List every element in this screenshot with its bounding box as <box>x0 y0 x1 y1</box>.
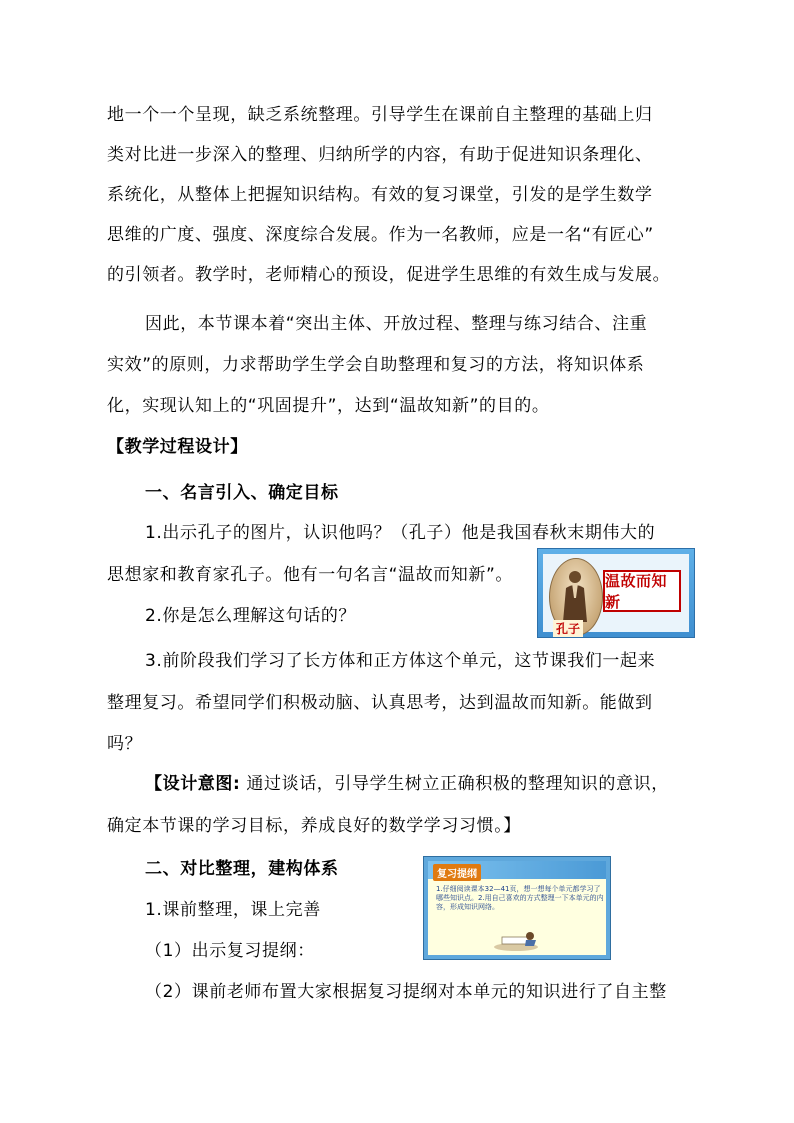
part2-heading: 二、对比整理，建构体系 <box>145 859 339 879</box>
paragraph-line: 类对比进一步深入的整理、归纳所学的内容，有助于促进知识条理化、 <box>107 145 653 165</box>
part1-line: 整理复习。希望同学们积极动脑、认真思考，达到温故而知新。能做到 <box>107 693 653 713</box>
confucius-name: 孔子 <box>553 620 583 637</box>
slide-panel <box>543 554 689 636</box>
slide-title-box <box>603 570 681 612</box>
paragraph-line: 化，实现认知上的“巩固提升”，达到“温故知新”的目的。 <box>107 396 550 416</box>
paragraph-line: 因此，本节课本着“突出主体、开放过程、整理与练习结合、注重 <box>145 314 648 334</box>
part1-line: 思想家和教育家孔子。他有一句名言“温故而知新”。 <box>107 565 514 585</box>
part1-line: 2.你是怎么理解这句话的？ <box>145 606 357 626</box>
paragraph-line: 实效”的原则，力求帮助学生学会自助整理和复习的方法，将知识体系 <box>107 355 645 375</box>
slide-title: 温故而知新 <box>605 572 668 611</box>
slide-panel <box>428 861 606 955</box>
design-intent-line <box>145 773 669 795</box>
part1-line: 3.前阶段我们学习了长方体和正方体这个单元，这节课我们一起来 <box>145 651 656 671</box>
confucius-portrait-icon <box>560 568 590 624</box>
confucius-slide-image <box>537 548 695 638</box>
part2-line: （2）课前老师布置大家根据复习提纲对本单元的知识进行了自主整 <box>145 982 667 1002</box>
outline-tag: 复习提纲 <box>433 864 481 881</box>
design-intent-text: 通过谈话，引导学生树立正确积极的整理知识的意识， <box>240 774 669 794</box>
part1-heading: 一、名言引入、确定目标 <box>145 483 339 503</box>
part1-line: 吗？ <box>107 734 143 754</box>
outline-text: 1.仔细阅读课本32—41页，想一想每个单元都学习了哪些知识点。2.用自己喜欢的方式整理一下本单元的内容，形成知识网络。 <box>436 885 604 911</box>
section-title: 【教学过程设计】 <box>107 437 248 457</box>
paragraph-line: 思维的广度、强度、深度综合发展。作为一名教师，应是一名“有匠心” <box>107 225 654 245</box>
paragraph-line: 的引领者。教学时，老师精心的预设，促进学生思维的有效生成与发展。 <box>107 265 671 285</box>
student-reading-icon <box>492 927 540 951</box>
part2-line: （1）出示复习提纲： <box>145 941 315 961</box>
part2-line: 1.课前整理，课上完善 <box>145 900 321 920</box>
design-intent-line: 确定本节课的学习目标，养成良好的数学学习习惯。】 <box>107 816 521 836</box>
part1-line: 1.出示孔子的图片，认识他吗？（孔子）他是我国春秋末期伟大的 <box>145 523 656 543</box>
review-outline-slide-image <box>423 856 611 960</box>
design-intent-label: 【设计意图: <box>145 774 241 794</box>
paragraph-line: 系统化，从整体上把握知识结构。有效的复习课堂，引发的是学生数学 <box>107 185 653 205</box>
paragraph-line: 地一个一个呈现，缺乏系统整理。引导学生在课前自主整理的基础上归 <box>107 105 653 125</box>
